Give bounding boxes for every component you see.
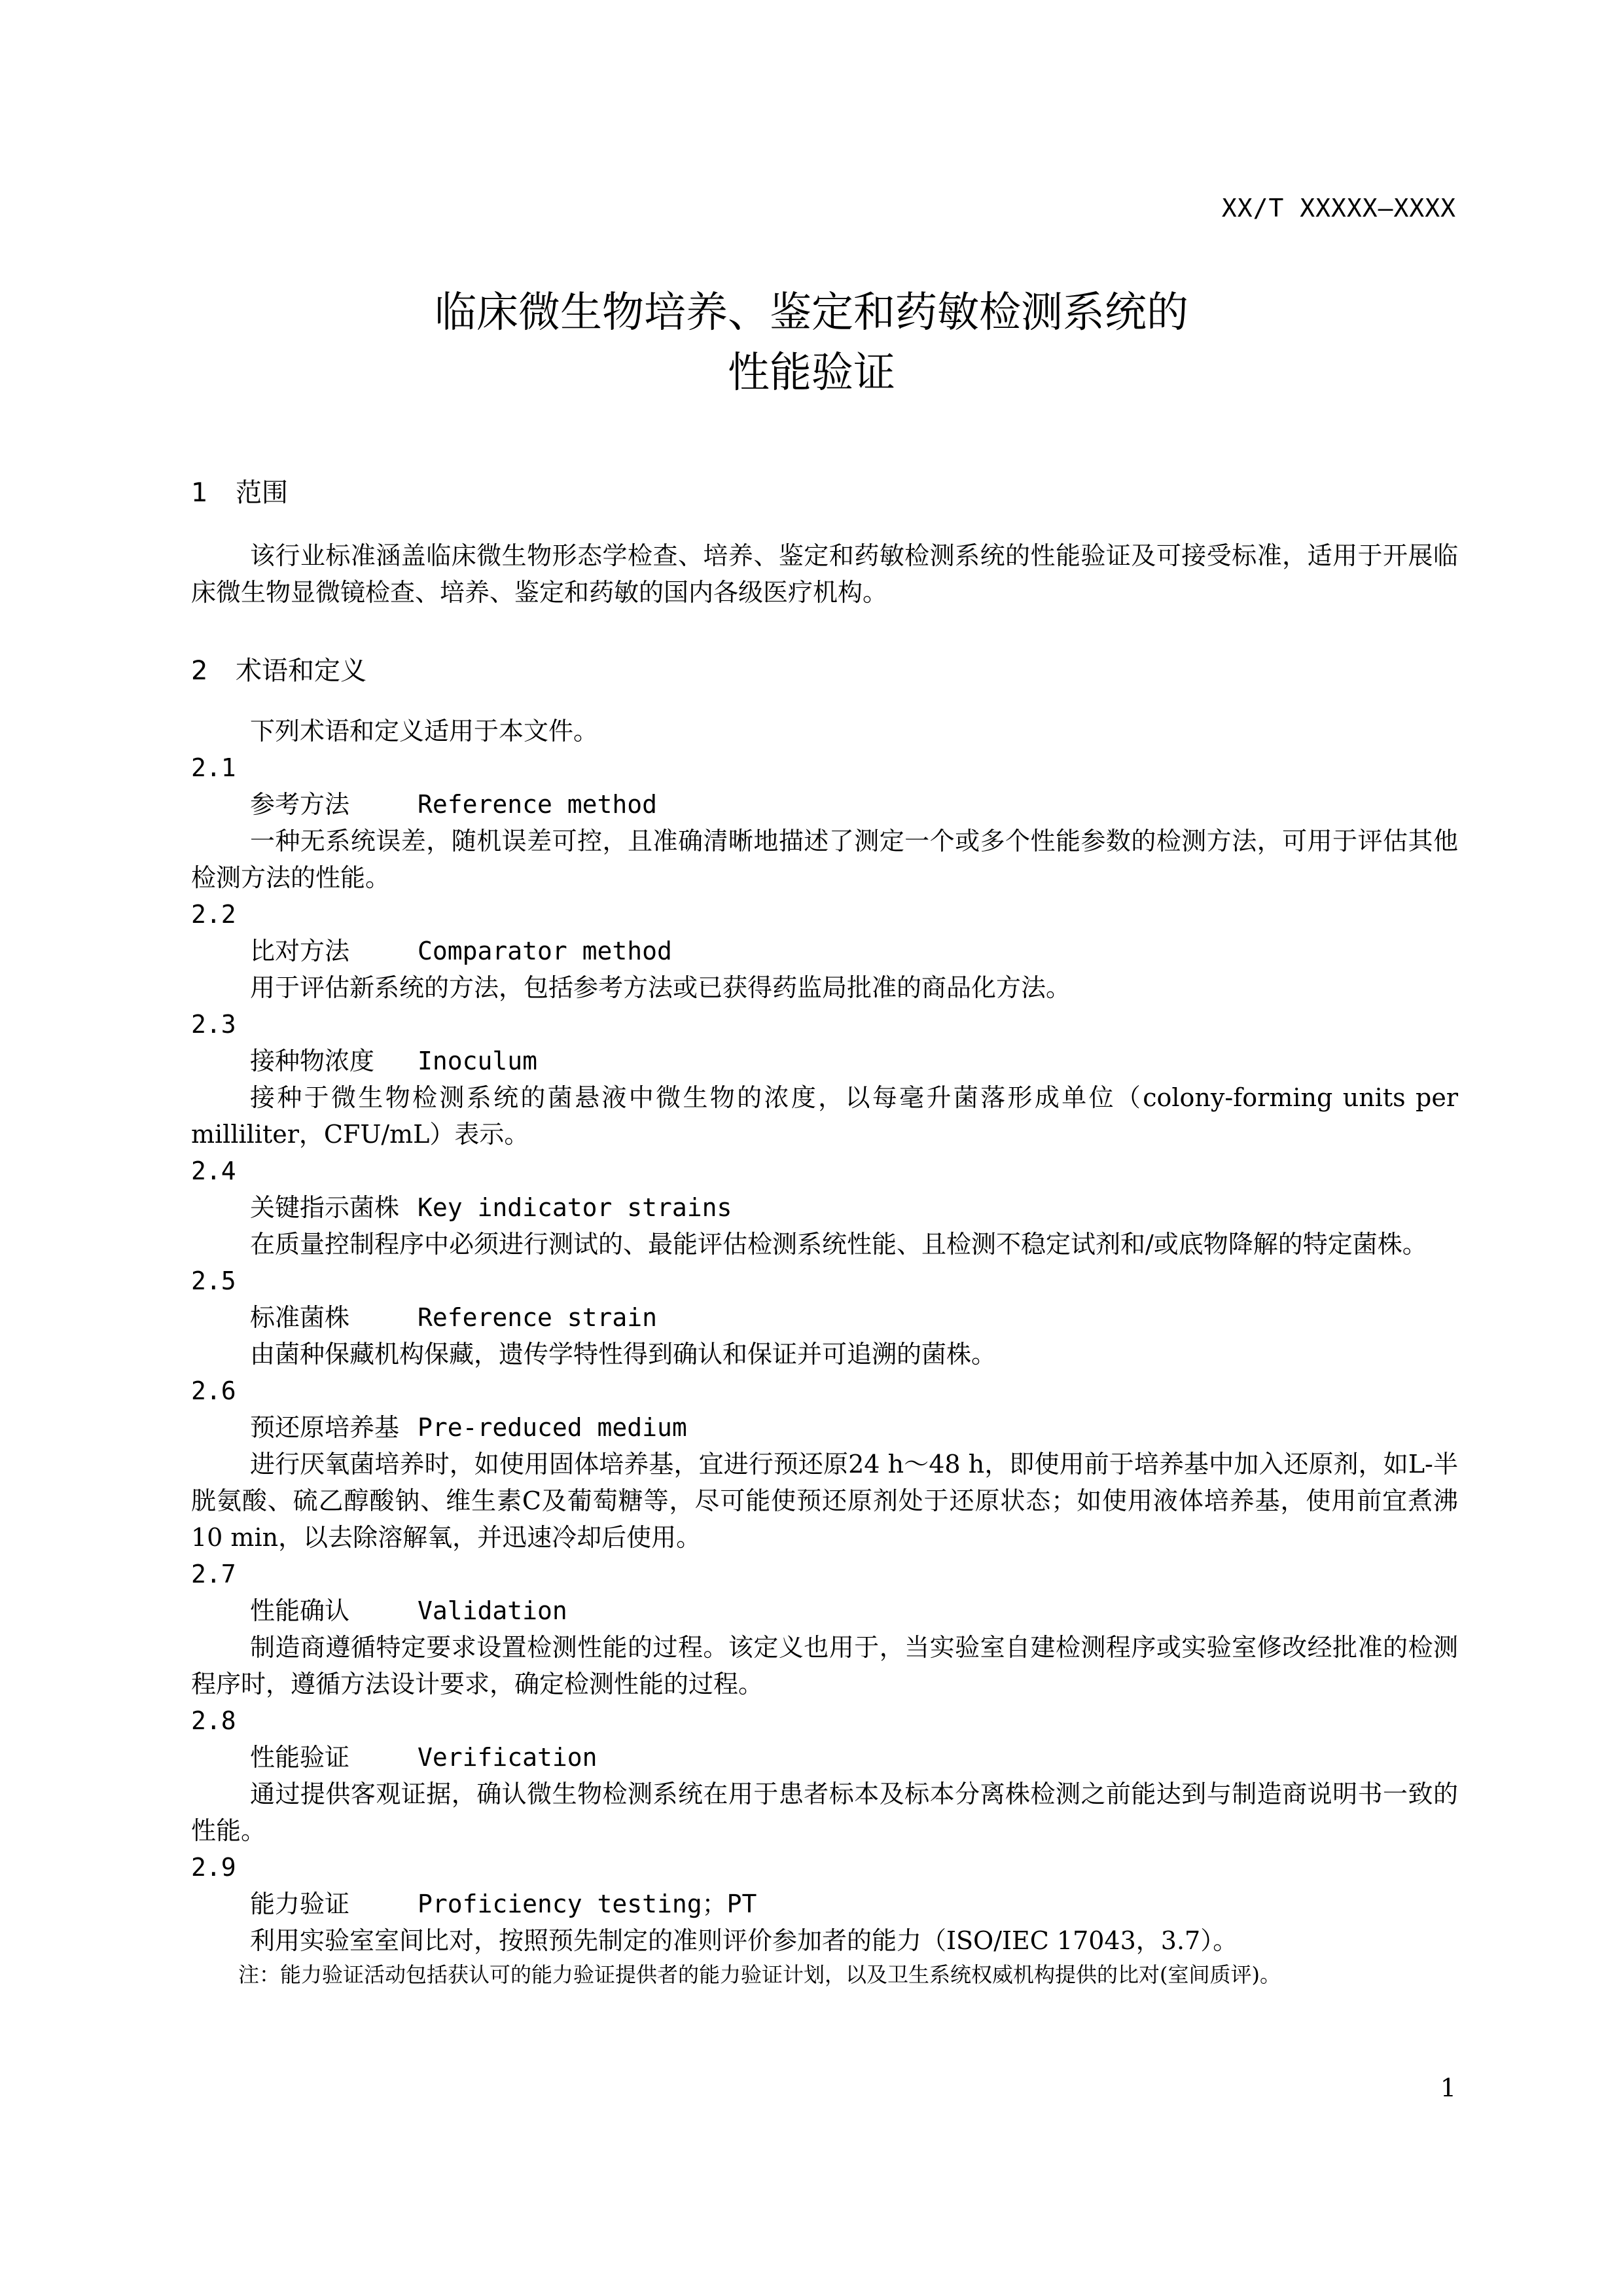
section-number: 1 [191, 478, 208, 508]
page-number: 1 [1440, 2073, 1456, 2102]
term-number: 2.1 [191, 753, 236, 782]
term-zh: 预还原培养基 [250, 1413, 400, 1442]
note: 注：能力验证活动包括获认可的能力验证提供者的能力验证计划，以及卫生系统权威机构提供的比对(室间质评)。 [238, 1962, 1281, 1987]
document-title [0, 283, 1623, 403]
term-number: 2.7 [191, 1560, 236, 1588]
term-heading [191, 1592, 1458, 1629]
term-definition: 用于评估新系统的方法，包括参考方法或已获得药监局批准的商品化方法。 [250, 973, 1071, 1002]
term-en: Validation [418, 1596, 567, 1625]
term-number: 2.5 [191, 1266, 236, 1295]
term-en: Reference strain [418, 1303, 658, 1332]
term-number: 2.2 [191, 900, 236, 929]
term-zh: 关键指示菌株 [250, 1193, 400, 1222]
term-zh: 能力验证 [250, 1890, 350, 1918]
term-heading [191, 1739, 1458, 1776]
term-heading [191, 786, 1458, 823]
term-number: 2.9 [191, 1853, 236, 1882]
section-heading-scope [191, 475, 1458, 511]
term-en: Comparator method [418, 937, 672, 965]
terms-intro: 下列术语和定义适用于本文件。 [250, 717, 599, 745]
scope-paragraph: 该行业标准涵盖临床微生物形态学检查、培养、鉴定和药敏检测系统的性能验证及可接受标准，适用于开展临床微生物显微镜检查、培养、鉴定和药敏的国内各级医疗机构。 [191, 541, 1458, 607]
term-definition: 一种无系统误差，随机误差可控，且准确清晰地描述了测定一个或多个性能参数的检测方法，可用于评估其他检测方法的性能。 [191, 827, 1458, 892]
term-heading [191, 1043, 1458, 1079]
term-definition: 制造商遵循特定要求设置检测性能的过程。该定义也用于，当实验室自建检测程序或实验室修改经批准的检测程序时，遵循方法设计要求，确定检测性能的过程。 [191, 1633, 1458, 1698]
term-en: Inoculum [418, 1047, 538, 1075]
term-number: 2.8 [191, 1706, 236, 1735]
term-en: Verification [418, 1743, 597, 1772]
term-en: Reference method [418, 790, 658, 819]
term-definition: 利用实验室室间比对，按照预先制定的准则评价参加者的能力（ISO/IEC 17043，3.7）。 [250, 1926, 1238, 1955]
term-heading [191, 933, 1458, 969]
section-title: 术语和定义 [236, 656, 366, 686]
term-en: Key indicator strains [418, 1193, 732, 1222]
term-number: 2.4 [191, 1157, 236, 1185]
term-heading [191, 1409, 1458, 1446]
term-zh: 性能确认 [250, 1596, 350, 1625]
term-en: Pre-reduced medium [418, 1413, 687, 1442]
section-title: 范围 [236, 478, 288, 508]
term-en: Proficiency testing；PT [418, 1890, 757, 1918]
term-definition: 进行厌氧菌培养时，如使用固体培养基，宜进行预还原24 h～48 h，即使用前于培养基中加入还原剂，如L-半胱氨酸、硫乙醇酸钠、维生素C及葡萄糖等，尽可能使预还原剂处于还原状态；如使用液体培养基，使用前宜煮沸10 min，以去除溶解氧，并迅速冷却后使用。 [191, 1450, 1458, 1552]
term-heading [191, 1886, 1458, 1922]
title-line-2: 性能验证 [728, 349, 895, 397]
term-heading [191, 1189, 1458, 1226]
section-heading-terms [191, 653, 1458, 689]
document-body [191, 475, 1458, 1990]
term-definition: 由菌种保藏机构保藏，遗传学特性得到确认和保证并可追溯的菌株。 [250, 1340, 997, 1369]
term-definition: 通过提供客观证据，确认微生物检测系统在用于患者标本及标本分离株检测之前能达到与制造商说明书一致的性能。 [191, 1780, 1458, 1845]
title-line-1: 临床微生物培养、鉴定和药敏检测系统的 [435, 289, 1188, 337]
term-zh: 性能验证 [250, 1743, 350, 1772]
term-number: 2.6 [191, 1376, 236, 1405]
term-zh: 标准菌株 [250, 1303, 350, 1332]
term-definition: 在质量控制程序中必须进行测试的、最能评估检测系统性能、且检测不稳定试剂和/或底物降解的特定菌株。 [250, 1230, 1427, 1259]
term-heading [191, 1299, 1458, 1336]
section-number: 2 [191, 656, 208, 686]
term-zh: 比对方法 [250, 937, 350, 965]
term-definition: 接种于微生物检测系统的菌悬液中微生物的浓度，以每毫升菌落形成单位（colony-forming units per milliliter，CFU/mL）表示。 [191, 1083, 1458, 1149]
standard-code: XX/T XXXXX—XXXX [1221, 194, 1456, 223]
term-zh: 参考方法 [250, 790, 350, 819]
term-number: 2.3 [191, 1010, 236, 1039]
term-zh: 接种物浓度 [250, 1047, 375, 1075]
